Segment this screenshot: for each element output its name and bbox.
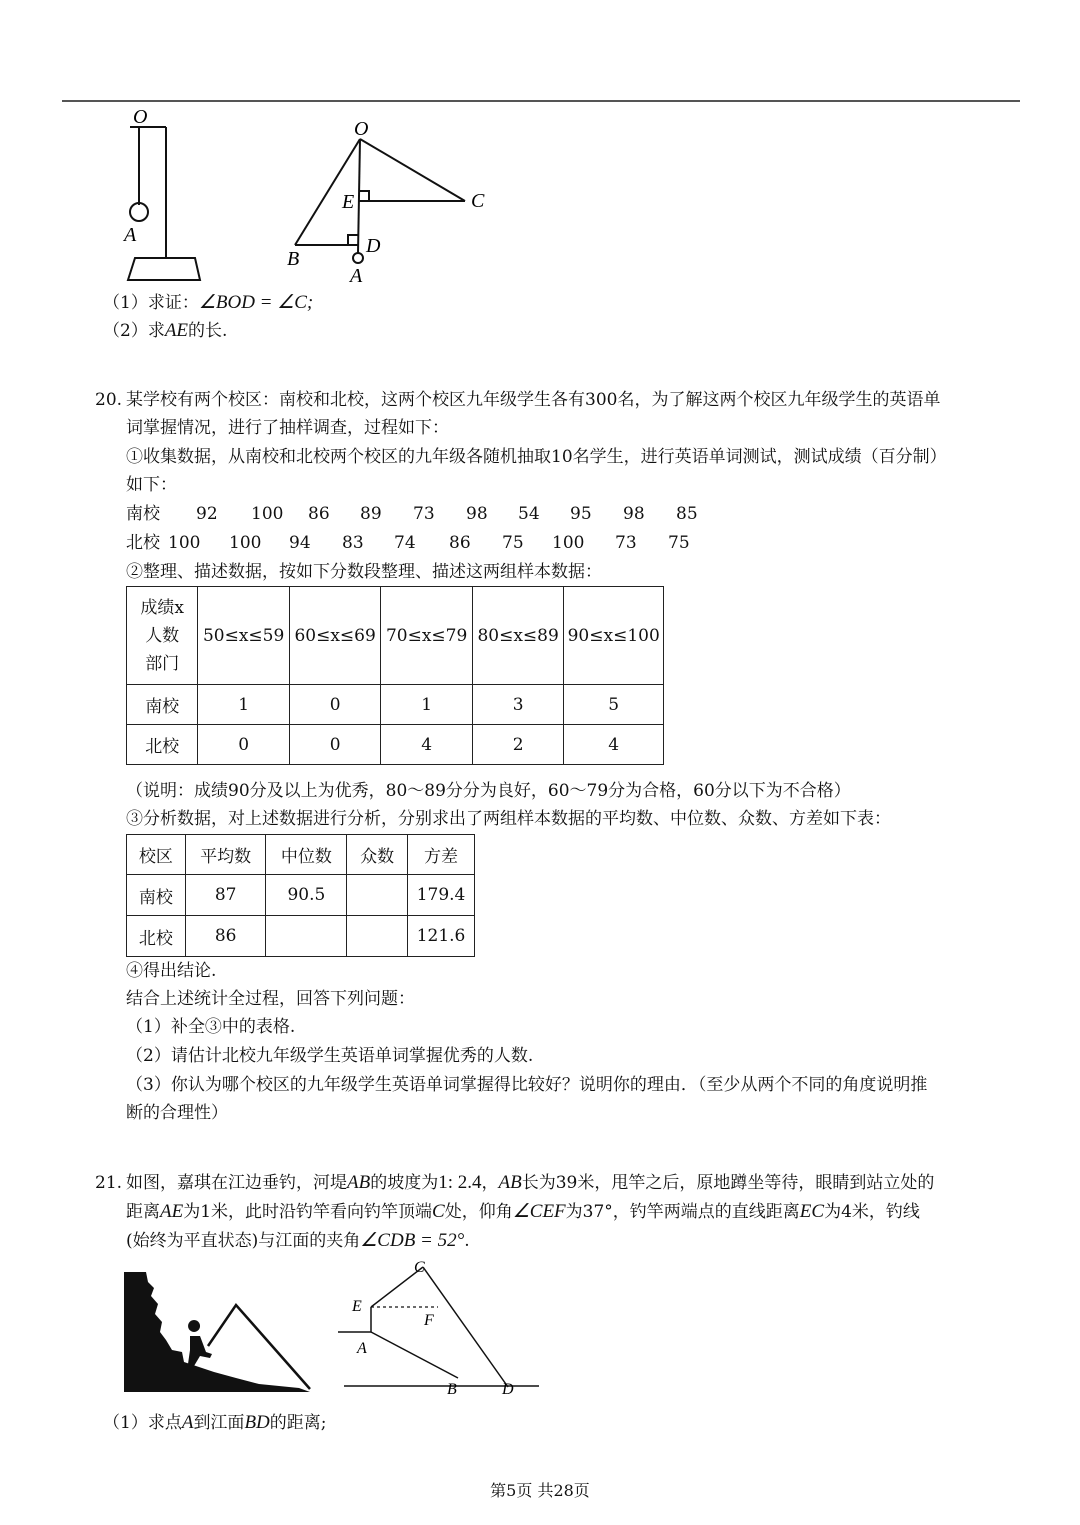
fig21-label-B: B (447, 1381, 457, 1398)
statistics-table (126, 834, 475, 957)
q20-number: 20. (95, 390, 123, 410)
table-cell: 86 (185, 916, 266, 957)
table-cell: 1 (381, 685, 473, 725)
fisherman-silhouette (188, 1320, 212, 1366)
fig19-label-A2: A (350, 265, 363, 287)
header-cell: 众数 (347, 835, 408, 875)
row-label: 南校 (127, 875, 186, 916)
q20-prompt: 结合上述统计全过程，回答下列问题： (126, 989, 415, 1009)
page-footer: 第5页 共28页 (490, 1481, 590, 1500)
header-cell: 50≤x≤59 (198, 587, 290, 685)
q20-step1-line1: ①收集数据，从南校和北校两个校区的九年级各随机抽取10名学生，进行英语单词测试，测试成绩（百分制） (126, 447, 947, 467)
fig19-label-E: E (342, 191, 355, 213)
row-label: 北校 (127, 725, 198, 765)
fig21-label-A: A (357, 1340, 367, 1357)
table-cell: 3 (472, 685, 564, 725)
fig21-label-D: D (502, 1381, 514, 1398)
fig19-label-C: C (471, 190, 485, 212)
q20-part3-line2: 断的合理性） (126, 1103, 228, 1123)
q20-step3: ③分析数据，对上述数据进行分析，分别求出了两组样本数据的平均数、中位数、众数、方差如下表： (126, 809, 891, 829)
header-cell: 60≤x≤69 (289, 587, 381, 685)
q19-part1: （1）求证：∠BOD = ∠C; (103, 292, 314, 313)
figure-q19 (100, 105, 520, 290)
q20-note: （说明：成绩90分及以上为优秀，80～89分分为良好，60～79分为合格，60分以下为不合格） (126, 781, 851, 801)
table-row (127, 587, 664, 685)
blank-cell (347, 916, 408, 957)
header-cell: 90≤x≤100 (564, 587, 664, 685)
row-label: 南校 (127, 685, 198, 725)
q20-intro-line2: 词掌握情况，进行了抽样调查，过程如下： (126, 418, 449, 438)
fig19-label-B: B (287, 248, 300, 270)
corner-cell: 成绩x 人数 部门 (127, 587, 198, 685)
table-row (127, 875, 475, 916)
q20-intro-line1: 某学校有两个校区：南校和北校，这两个校区九年级学生各有300名，为了解这两个校区九年级学生的英语单 (126, 390, 941, 410)
q19-part2-math: AE (164, 320, 189, 341)
q20-step2: ②整理、描述数据，按如下分数段整理、描述这两组样本数据： (126, 562, 602, 582)
fig19-label-D: D (366, 235, 381, 257)
fig21-label-C: C (414, 1259, 425, 1276)
fig21-label-E: E (352, 1298, 362, 1315)
fig19-label-O2: O (354, 118, 369, 140)
q21-number: 21. (95, 1173, 123, 1193)
q21-part1: （1）求点A到江面BD的距离; (103, 1412, 327, 1433)
q21-line3: (始终为平直状态)与江面的夹角∠CDB = 52°. (126, 1230, 470, 1251)
q20-part3-line1: （3）你认为哪个校区的九年级学生英语单词掌握得比较好？说明你的理由．（至少从两个不同的角度说明推 (126, 1075, 928, 1095)
score-distribution-table (126, 586, 664, 765)
fishing-silhouette-image (124, 1272, 314, 1392)
header-cell: 方差 (408, 835, 475, 875)
table-cell: 0 (289, 685, 381, 725)
table-cell: 2 (472, 725, 564, 765)
table-row (127, 916, 475, 957)
table-cell: 5 (564, 685, 664, 725)
q20-step4: ④得出结论. (126, 961, 217, 981)
blank-cell (347, 875, 408, 916)
table-cell: 1 (198, 685, 290, 725)
header-cell: 平均数 (185, 835, 266, 875)
table-cell: 4 (381, 725, 473, 765)
pendulum-figure (128, 127, 200, 280)
figure-q21 (336, 1252, 546, 1402)
table-cell: 90.5 (266, 875, 347, 916)
header-cell: 80≤x≤89 (472, 587, 564, 685)
q20-part2: （2）请估计北校九年级学生英语单词掌握优秀的人数. (126, 1046, 534, 1066)
q19-part2: （2）求AE的长. (103, 320, 228, 341)
header-cell: 70≤x≤79 (381, 587, 473, 685)
header-cell: 校区 (127, 835, 186, 875)
header-rule (62, 100, 1020, 102)
table-cell: 0 (289, 725, 381, 765)
header-cell: 中位数 (266, 835, 347, 875)
q21-line1: 如图，嘉琪在江边垂钓，河堤AB的坡度为1: 2.4，AB长为39米，甩竿之后，原地蹲坐等待，眼睛到站立处的 (126, 1172, 935, 1193)
blank-cell (266, 916, 347, 957)
table-row (127, 725, 664, 765)
table-cell: 179.4 (408, 875, 475, 916)
south-scores-row: 南校 92 100 86 89 73 98 54 95 98 85 (126, 504, 698, 524)
fig19-label-A1: A (124, 224, 137, 246)
table-row (127, 685, 664, 725)
q19-part1-math: ∠BOD = ∠C; (198, 292, 314, 313)
q20-part1: （1）补全③中的表格. (126, 1017, 296, 1037)
table-cell: 4 (564, 725, 664, 765)
fig19-label-O1: O (133, 106, 148, 128)
fig21-label-F: F (424, 1312, 434, 1329)
q20-step1-line2: 如下： (126, 475, 177, 495)
north-scores-row: 北校 100 100 94 83 74 86 75 100 73 75 (126, 533, 690, 553)
table-row (127, 835, 475, 875)
table-cell: 0 (198, 725, 290, 765)
table-cell: 121.6 (408, 916, 475, 957)
q21-line2: 距离AE为1米，此时沿钓竿看向钓竿顶端C处，仰角∠CEF为37°，钓竿两端点的直线距离EC为4米，钓线 (126, 1201, 920, 1222)
table-cell: 87 (185, 875, 266, 916)
row-label: 北校 (127, 916, 186, 957)
